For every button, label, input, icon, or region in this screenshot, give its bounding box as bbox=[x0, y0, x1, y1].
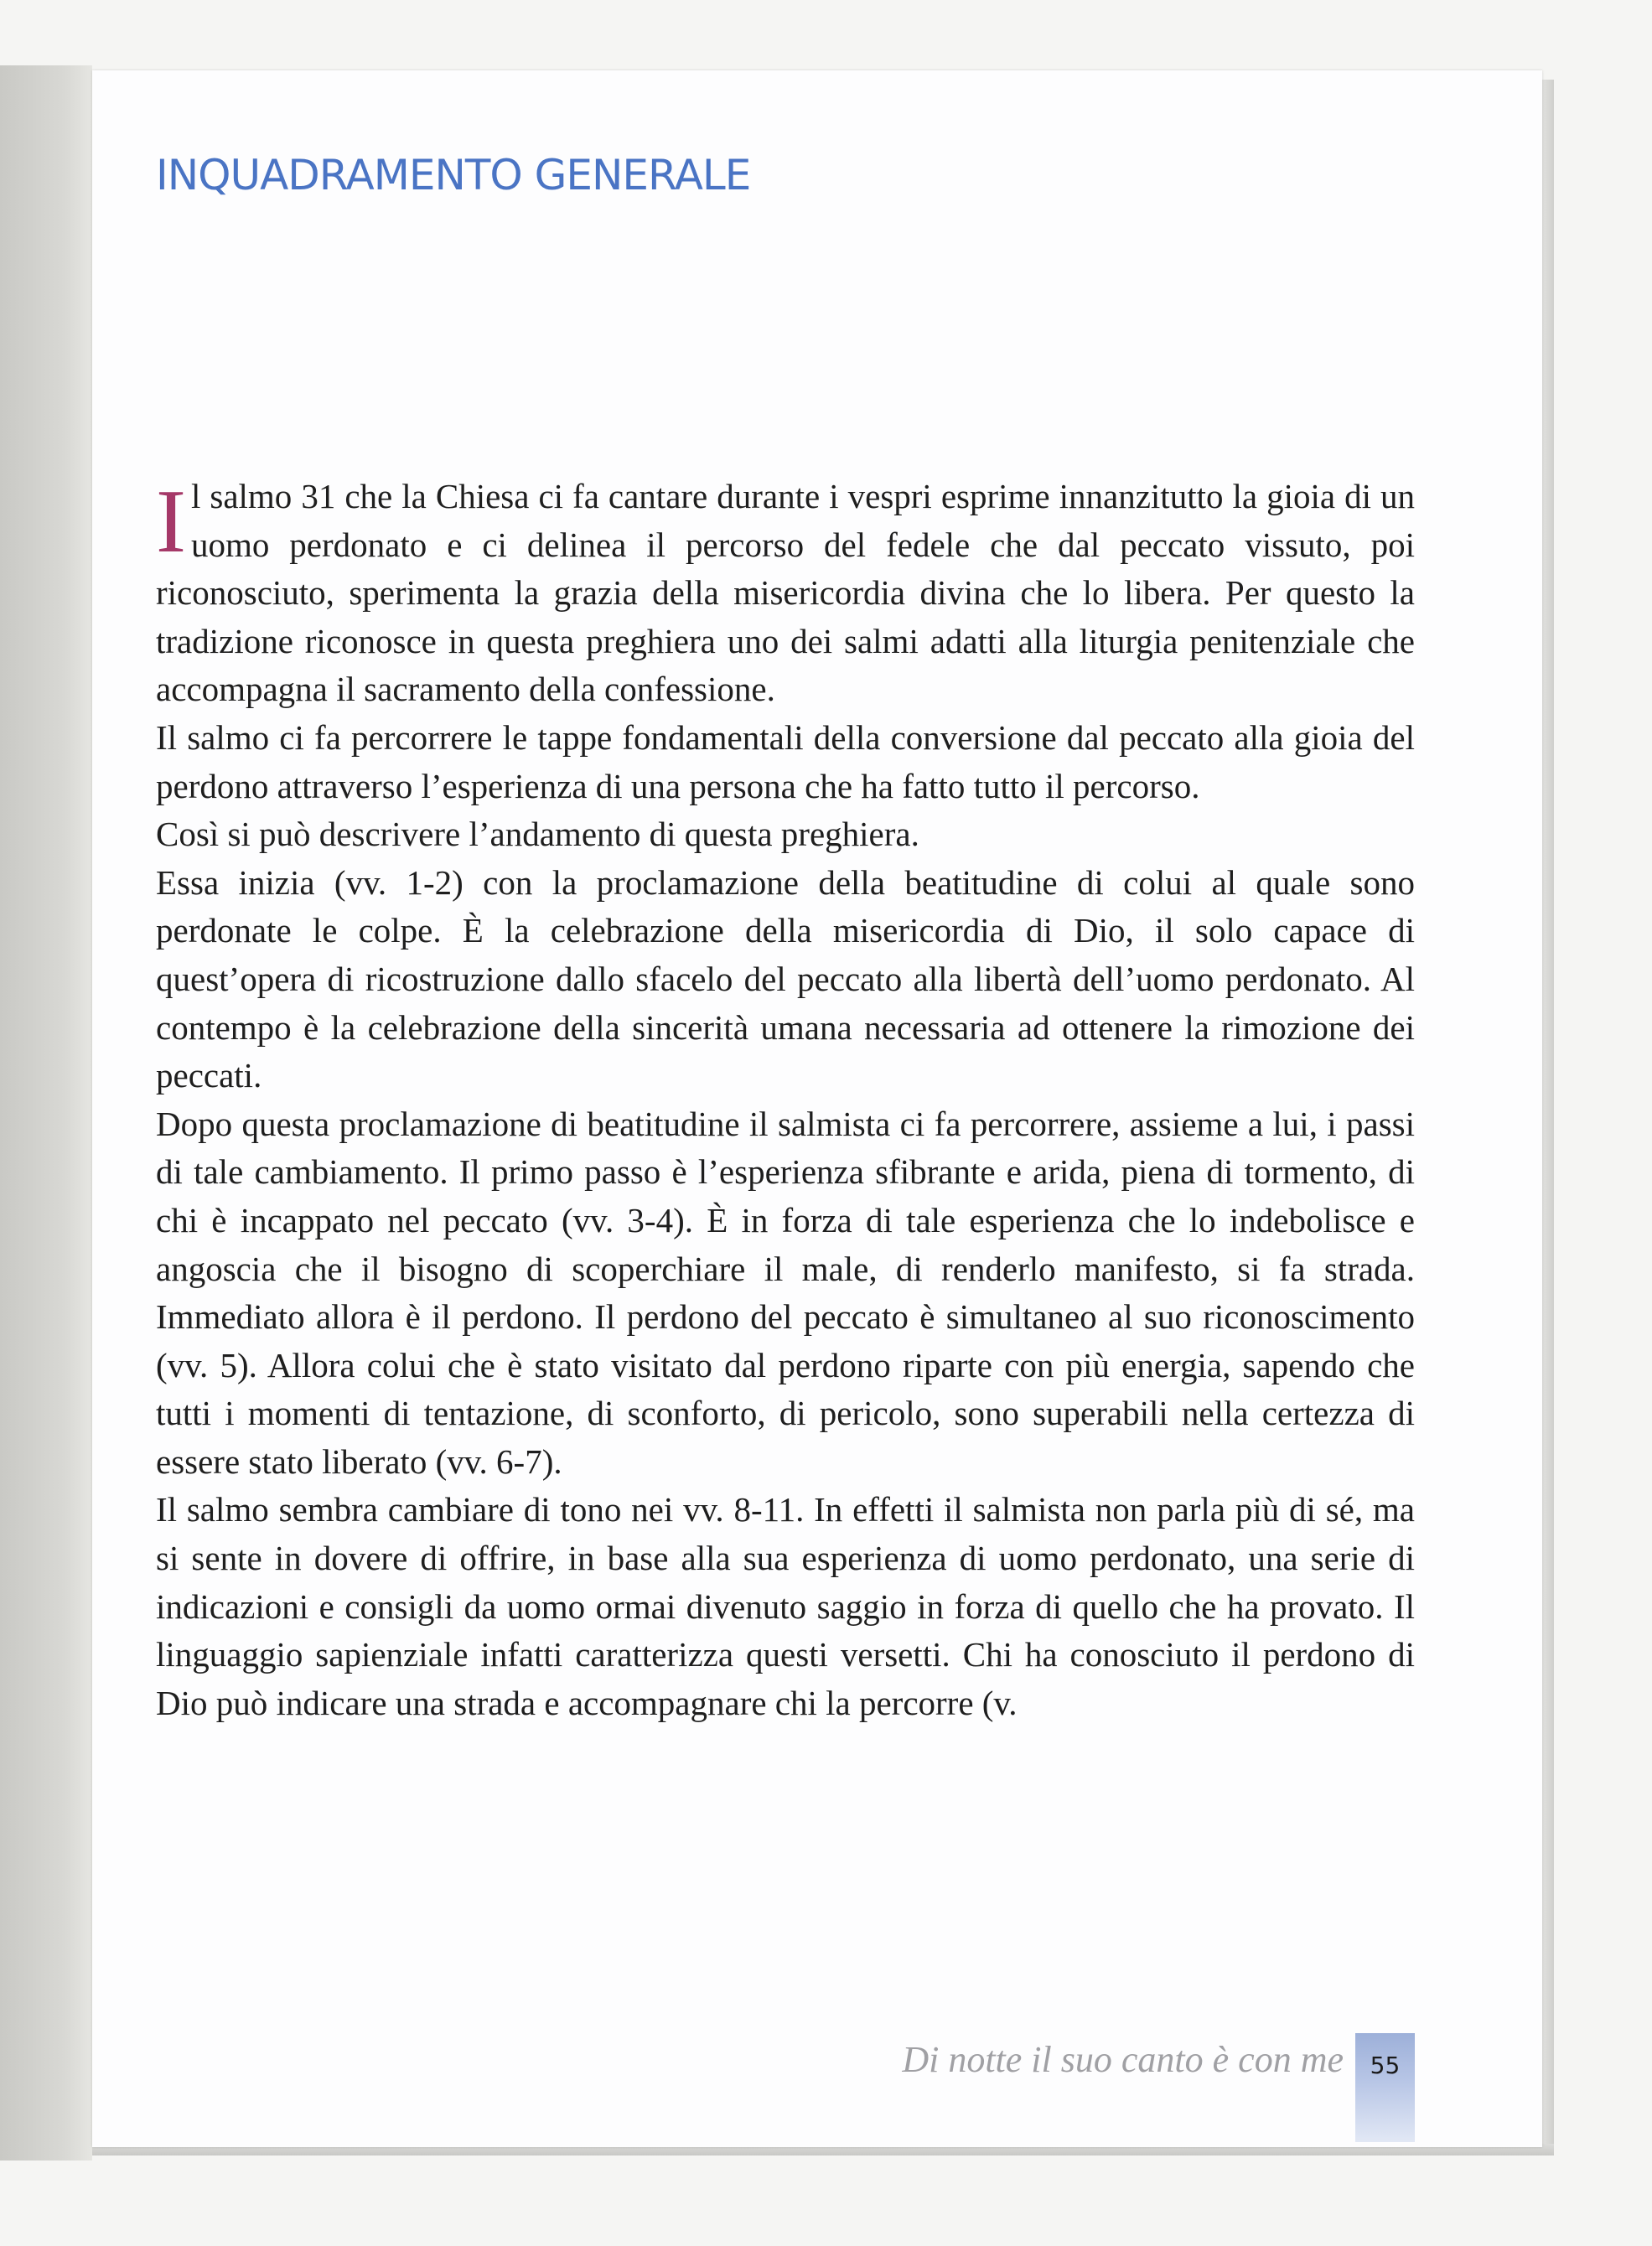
drop-cap: I bbox=[156, 472, 186, 572]
paragraph: Il salmo ci fa percorrere le tappe fondamentali della conversione dal peccato alla gioia del perdono attraverso l’esperienza di una persona che ha fatto tutto il percorso. bbox=[156, 717, 1415, 805]
paragraph bbox=[156, 473, 1415, 714]
paragraph-text: l salmo 31 che la Chiesa ci fa cantare durante i vespri esprime innanzitutto la gioia di un uomo perdonato e ci delinea il percorso del fedele che dal peccato vissuto, poi riconosciuto, sperimenta la grazia della misericordia divina che lo libera. Per questo la tradizione riconosce in questa preghiera uno dei salmi adatti alla liturgia penitenziale che accompagna il sacramento della confessione. bbox=[156, 477, 1415, 709]
paragraph: Così si può descrivere l’andamento di questa preghiera. bbox=[156, 815, 919, 854]
paragraph: Dopo questa proclamazione di beatitudine il salmista ci fa percorrere, assieme a lui, i passi di tale cambiamento. Il primo passo è l’esperienza sfibrante e arida, piena di tormento, di chi è incappato nel peccato (vv. 3-4). È in forza di tale esperienza che lo indebolisce e angoscia che il bisogno di scoperchiare il male, di renderlo manifesto, si fa strada. Immediato allora è il perdono. Il perdono del peccato è simultaneo al suo riconoscimento (vv. 5). Allora colui che è stato visitato dal perdono riparte con più energia, sapendo che tutti i momenti di tentazione, di sconforto, di pericolo, sono superabili nella certezza di essere stato liberato (vv. 6-7). bbox=[156, 1104, 1415, 1481]
section-heading: INQUADRAMENTO GENERALE bbox=[156, 151, 751, 199]
page-edge-shadow-right bbox=[1541, 80, 1554, 2150]
page-number: 55 bbox=[1370, 2052, 1401, 2079]
body-text bbox=[156, 473, 1415, 1727]
page-number-tab bbox=[1355, 2033, 1415, 2142]
running-title: Di notte il suo canto è con me bbox=[902, 2039, 1344, 2080]
paragraph: Il salmo sembra cambiare di tono nei vv. 8-11. In effetti il salmista non parla più di sé, ma si sente in dovere di offrire, in base alla sua esperienza di uomo perdonato, una serie di indicazioni e consigli da uomo ormai divenuto saggio in forza di quello che ha provato. Il linguaggio sapienziale infatti caratterizza questi versetti. Chi ha conosciuto il perdono di Dio può indicare una strada e accompagnare chi la percorre (v. bbox=[156, 1490, 1415, 1722]
paragraph: Essa inizia (vv. 1-2) con la proclamazione della beatitudine di colui al quale sono perdonate le colpe. È la celebrazione della misericordia di Dio, il solo capace di quest’opera di ricostruzione dallo sfacelo del peccato alla libertà dell’uomo perdonato. Al contempo è la celebrazione della sincerità umana necessaria ad ottenere la rimozione dei peccati. bbox=[156, 862, 1415, 1095]
book-binding bbox=[0, 65, 92, 2161]
